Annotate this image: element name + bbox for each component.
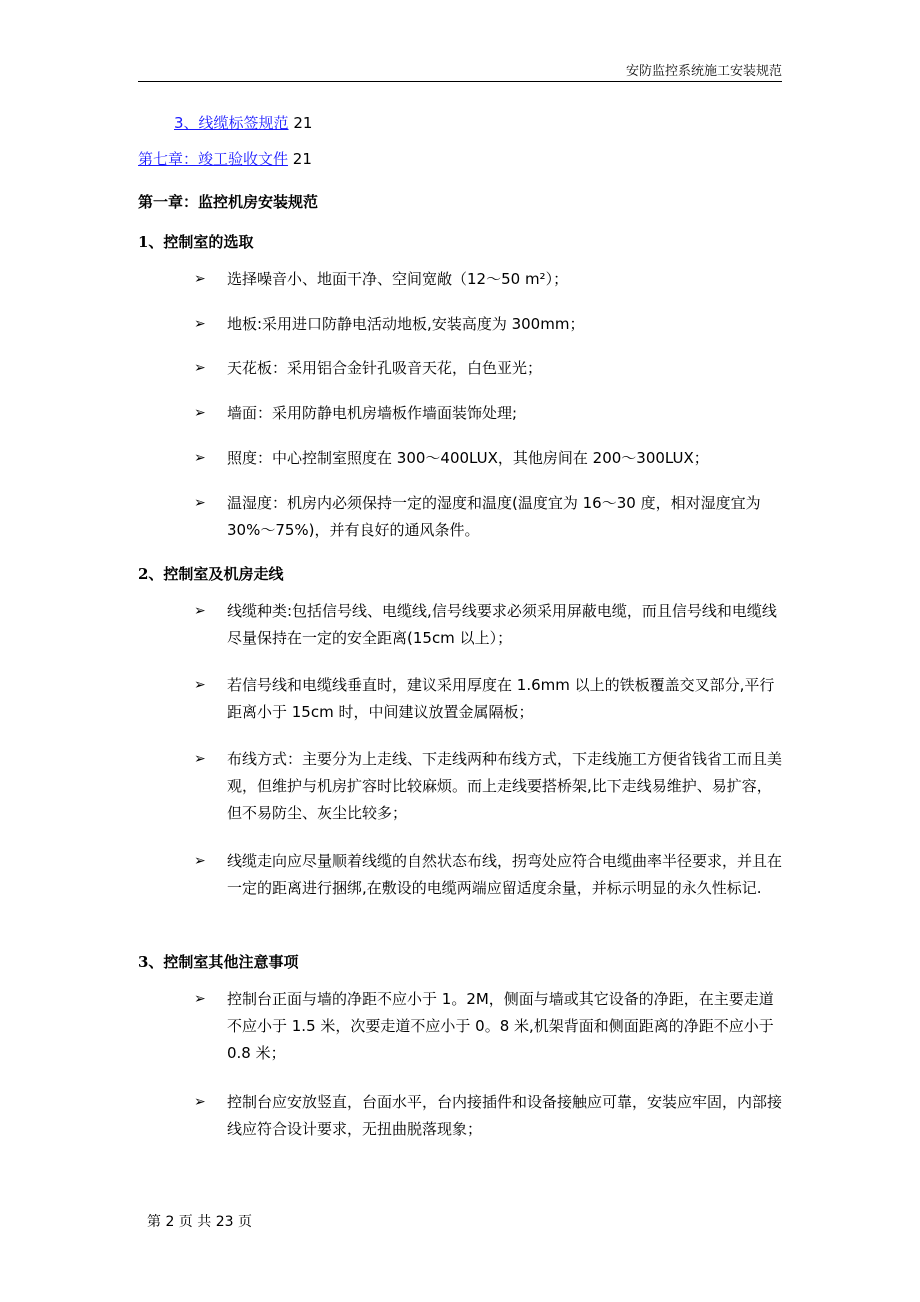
- arrow-bullet-icon: ➢: [194, 991, 206, 1007]
- list-item-text: 线缆种类:包括信号线、电缆线,信号线要求必须采用屏蔽电缆，而且信号线和电缆线尽量保持在一定的安全距离(15cm 以上）；: [227, 602, 777, 647]
- toc-page-number: 21: [293, 114, 313, 132]
- list-item-text: 温湿度：机房内必须保持一定的湿度和温度(温度宜为 16～30 度，相对湿度宜为 30%～75%)，并有良好的通风条件。: [227, 494, 761, 539]
- toc-link[interactable]: 3、线缆标签规范: [174, 114, 289, 132]
- list-item: [194, 311, 784, 338]
- section-heading: 1、控制室的选取: [138, 233, 254, 251]
- arrow-bullet-icon: ➢: [194, 1094, 206, 1110]
- toc-link[interactable]: 第七章：竣工验收文件: [138, 150, 289, 168]
- toc-entry[interactable]: [138, 148, 312, 169]
- list-item: [194, 1089, 784, 1143]
- running-header: 安防监控系统施工安装规范: [625, 64, 782, 79]
- arrow-bullet-icon: ➢: [194, 450, 206, 466]
- list-item-text: 线缆走向应尽量顺着线缆的自然状态布线，拐弯处应符合电缆曲率半径要求，并且在一定的距离进行捆绑,在敷设的电缆两端应留适度余量，并标示明显的永久性标记.: [227, 852, 783, 897]
- list-item-text: 地板:采用进口防静电活动地板,安装高度为 300mm；: [227, 315, 585, 333]
- list-item: [194, 598, 784, 652]
- toc-page-number: 21: [292, 150, 312, 168]
- list-item-text: 墙面：采用防静电机房墙板作墙面装饰处理;: [227, 404, 518, 422]
- arrow-bullet-icon: ➢: [194, 405, 206, 421]
- list-item: [194, 746, 784, 827]
- chapter-heading: 第一章：监控机房安装规范: [138, 193, 319, 211]
- toc-entry[interactable]: [174, 112, 312, 133]
- page-footer: 第 2 页 共 23 页: [147, 1214, 252, 1230]
- list-item: [194, 400, 784, 427]
- list-item-text: 照度：中心控制室照度在 300～400LUX，其他房间在 200～300LUX；: [227, 449, 709, 467]
- arrow-bullet-icon: ➢: [194, 360, 206, 376]
- arrow-bullet-icon: ➢: [194, 316, 206, 332]
- header-divider: [138, 81, 782, 82]
- section-heading: 3、控制室其他注意事项: [138, 953, 299, 971]
- arrow-bullet-icon: ➢: [194, 495, 206, 511]
- list-item-text: 控制台应安放竖直，台面水平，台内接插件和设备接触应可靠，安装应牢固，内部接线应符合设计要求，无扭曲脱落现象；: [227, 1093, 783, 1138]
- list-item: [194, 490, 784, 544]
- arrow-bullet-icon: ➢: [194, 853, 206, 869]
- section-heading: 2、控制室及机房走线: [138, 565, 284, 583]
- list-item: [194, 355, 784, 382]
- list-item: [194, 986, 784, 1067]
- arrow-bullet-icon: ➢: [194, 677, 206, 693]
- list-item-text: 布线方式：主要分为上走线、下走线两种布线方式，下走线施工方便省钱省工而且美观，但维护与机房扩容时比较麻烦。而上走线要搭桥架,比下走线易维护、易扩容，但不易防尘、灰尘比较多；: [227, 750, 783, 822]
- list-item-text: 若信号线和电缆线垂直时，建议采用厚度在 1.6mm 以上的铁板覆盖交叉部分,平行距离小于 15cm 时，中间建议放置金属隔板；: [227, 676, 775, 721]
- arrow-bullet-icon: ➢: [194, 751, 206, 767]
- arrow-bullet-icon: ➢: [194, 271, 206, 287]
- list-item-text: 选择噪音小、地面干净、空间宽敞（12～50 m²）；: [227, 270, 569, 288]
- list-item-text: 天花板：采用铝合金针孔吸音天花，白色亚光；: [227, 359, 543, 377]
- list-item: [194, 672, 784, 726]
- list-item: [194, 266, 784, 293]
- list-item: [194, 848, 784, 902]
- arrow-bullet-icon: ➢: [194, 603, 206, 619]
- list-item-text: 控制台正面与墙的净距不应小于 1。2M，侧面与墙或其它设备的净距，在主要走道不应小于 1.5 米，次要走道不应小于 0。8 米,机架背面和侧面距离的净距不应小于 0.8 米；: [227, 990, 774, 1062]
- list-item: [194, 445, 784, 472]
